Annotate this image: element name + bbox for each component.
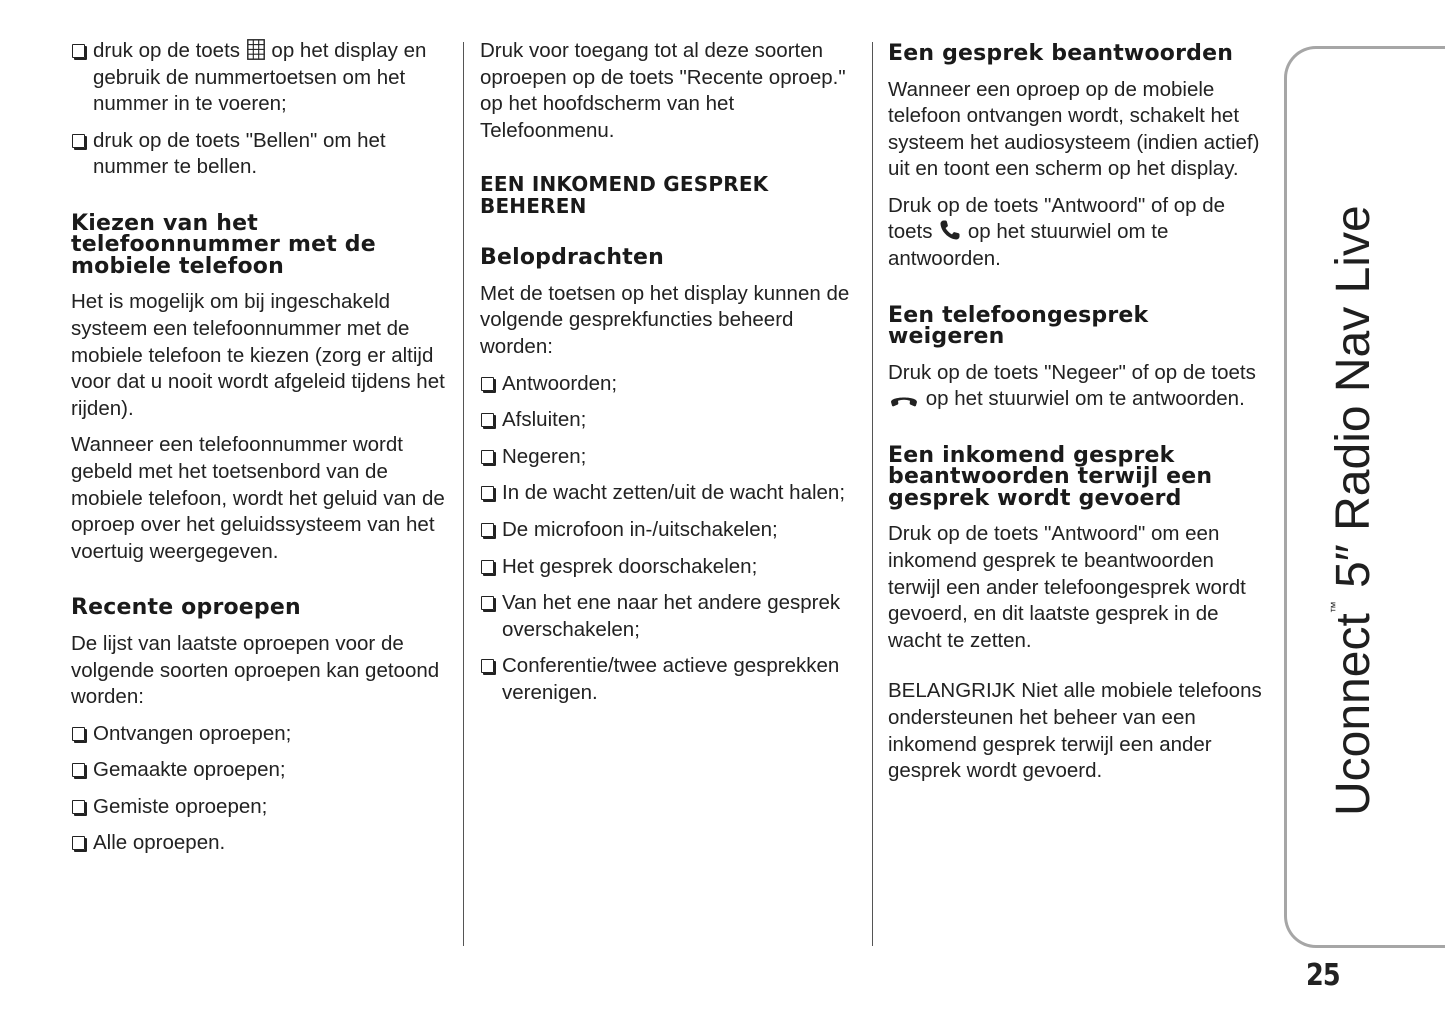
checkbox-bullet-icon: [72, 763, 85, 777]
dial-display-after: op het display en gebruik de nummertoetsen om het nummer in te voeren;: [93, 39, 427, 116]
heading-call-waiting: Een inkomend gesprek beantwoorden terwijl een gesprek wordt gevoerd: [888, 442, 1213, 511]
list-item: [71, 128, 446, 181]
list-item-text: Van het ene naar het andere gesprek overschakelen;: [502, 591, 841, 641]
paragraph: Druk op de toets "Antwoord" om een inkomend gesprek te beantwoorden terwijl een ander telefoongesprek wordt gevoerd, en dit laatste gesprek in de wacht te zetten.: [888, 522, 1246, 652]
column-2: [480, 38, 855, 717]
dial-call-text: druk op de toets "Bellen" om het nummer te bellen.: [93, 128, 386, 179]
list-item-text: Gemaakte oproepen;: [93, 758, 286, 782]
list-item-text: Negeren;: [502, 444, 587, 468]
paragraph: Druk voor toegang tot al deze soorten oproepen op de toets "Recente oproep." op het hoofdscherm van het Telefoonmenu.: [480, 39, 846, 142]
dial-display-before: druk op de toets: [93, 39, 241, 62]
checkbox-bullet-icon: [481, 659, 494, 673]
list-item: [480, 517, 855, 544]
list-item-text: Gemiste oproepen;: [93, 794, 268, 818]
heading-manage-incoming: EEN INKOMEND GESPREK BEHEREN: [480, 172, 769, 218]
heading-phone-dial: Kiezen van het telefoonnummer met de mobiele telefoon: [71, 210, 376, 279]
paragraph: [888, 360, 1266, 413]
checkbox-bullet-icon: [72, 800, 85, 814]
phone-hangup-icon: [889, 392, 919, 408]
column-divider: [463, 42, 464, 946]
checkbox-bullet-icon: [72, 836, 85, 850]
dial-steps-list: [71, 38, 446, 181]
heading-call-commands: Belopdrachten: [480, 245, 664, 271]
list-item: [71, 38, 446, 118]
phone-answer-icon: [939, 219, 961, 241]
list-item: [480, 653, 855, 706]
column-3: [888, 38, 1266, 795]
list-item-text: Het gesprek doorschakelen;: [502, 554, 758, 578]
list-item-text: De microfoon in-/uitschakelen;: [502, 518, 778, 542]
keypad-icon: [247, 39, 265, 60]
checkbox-bullet-icon: [481, 450, 494, 464]
list-item: [480, 554, 855, 581]
heading-answer-call: Een gesprek beantwoorden: [888, 41, 1234, 66]
list-item-text: Alle oproepen.: [93, 831, 226, 855]
checkbox-bullet-icon: [72, 727, 85, 741]
important-note: BELANGRIJK Niet alle mobiele telefoons ondersteunen het beheer van een inkomend gesprek terwijl een ander gesprek wordt gevoerd.: [888, 679, 1262, 783]
list-item: [480, 407, 855, 434]
column-divider: [872, 42, 873, 946]
heading-recent-calls: Recente oproepen: [71, 595, 301, 621]
checkbox-bullet-icon: [481, 486, 494, 500]
section-title-brand: Uconnect: [1327, 613, 1380, 816]
recent-calls-list: [71, 721, 446, 857]
answer-text-before: Druk op de toets "Antwoord" of op de toets: [888, 193, 1226, 244]
list-item: [480, 371, 855, 398]
list-item: [71, 830, 446, 857]
reject-text-after: op het stuurwiel om te antwoorden.: [925, 387, 1245, 411]
column-1: [71, 38, 446, 867]
heading-reject-call: Een telefoongesprek weigeren: [888, 302, 1149, 350]
reject-text-before: Druk op de toets "Negeer" of op de toets: [888, 360, 1256, 384]
list-item: [480, 444, 855, 471]
call-commands-list: [480, 371, 855, 707]
paragraph: Wanneer een telefoonnummer wordt gebeld met het toetsenbord van de mobiele telefoon, wordt het geluid van de oproep over het geluidssysteem van het voertuig weergegeven.: [71, 433, 445, 563]
paragraph: Het is mogelijk om bij ingeschakeld systeem een telefoonnummer met de mobiele telefoon te kiezen (zorg er altijd voor dat u nooit wordt afgeleid tijdens het rijden).: [71, 290, 445, 420]
list-item-text: Afsluiten;: [502, 408, 587, 432]
answer-text-after: op het stuurwiel om te antwoorden.: [888, 220, 1169, 271]
list-item-text: In de wacht zetten/uit de wacht halen;: [502, 481, 846, 505]
list-item: [71, 794, 446, 821]
paragraph: De lijst van laatste oproepen voor de volgende soorten oproepen kan getoond worden:: [71, 631, 440, 709]
list-item-text: Conferentie/twee actieve gesprekken verenigen.: [502, 654, 840, 704]
section-title-product: 5″ Radio Nav Live: [1327, 205, 1380, 602]
checkbox-bullet-icon: [481, 377, 494, 391]
section-title: [1311, 205, 1378, 816]
checkbox-bullet-icon: [481, 413, 494, 427]
paragraph: Met de toetsen op het display kunnen de volgende gesprekfuncties beheerd worden:: [480, 281, 850, 359]
list-item-text: Ontvangen oproepen;: [93, 721, 292, 745]
checkbox-bullet-icon: [481, 560, 494, 574]
list-item: [71, 721, 446, 748]
list-item: [480, 480, 855, 507]
page-number: 25: [1306, 958, 1340, 993]
checkbox-bullet-icon: [481, 596, 494, 610]
checkbox-bullet-icon: [72, 44, 85, 58]
paragraph: [888, 193, 1266, 273]
checkbox-bullet-icon: [72, 134, 85, 148]
checkbox-bullet-icon: [481, 523, 494, 537]
paragraph: Wanneer een oproep op de mobiele telefoon ontvangen wordt, schakelt het systeem het audiosysteem (indien actief) uit en toont een scherm op het display.: [888, 77, 1260, 181]
list-item: [71, 757, 446, 784]
list-item: [480, 590, 855, 643]
trademark-symbol: ™: [1328, 601, 1342, 614]
list-item-text: Antwoorden;: [502, 371, 618, 395]
